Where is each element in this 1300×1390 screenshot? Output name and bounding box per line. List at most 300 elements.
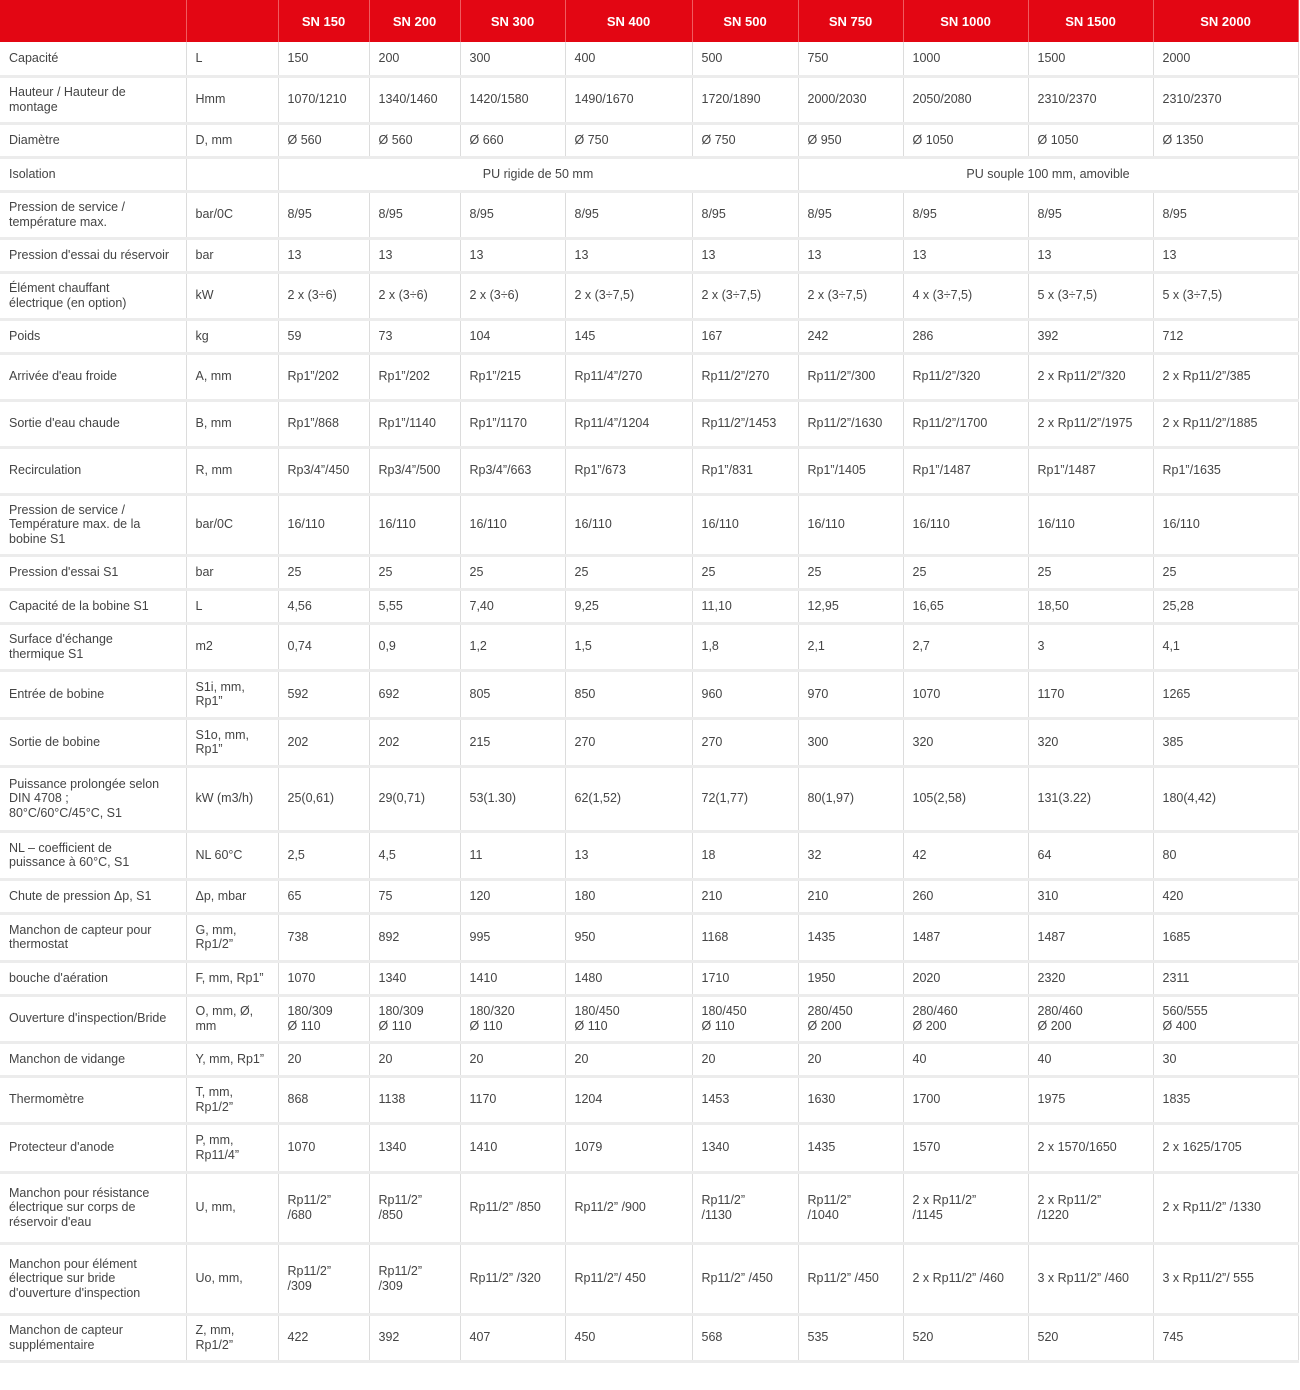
value-cell: Rp11/2”/1630	[798, 400, 903, 447]
header-cell: SN 300	[460, 0, 565, 42]
header-cell: SN 400	[565, 0, 692, 42]
value-cell: 2 x (3÷7,5)	[692, 272, 798, 319]
value-cell: 80(1,97)	[798, 766, 903, 831]
table-row	[0, 961, 1298, 995]
row-label: Protecteur d'anode	[0, 1123, 186, 1172]
value-cell: 1835	[1153, 1076, 1298, 1123]
value-cell: Rp1”/673	[565, 447, 692, 494]
value-cell: Rp11/4”/270	[565, 353, 692, 400]
row-unit: L	[186, 589, 278, 623]
value-cell: 120	[460, 879, 565, 913]
row-label: Pression de service / Température max. de la bobine S1	[0, 494, 186, 555]
row-unit: A, mm	[186, 353, 278, 400]
value-cell: 2 x Rp11/2”/1885	[1153, 400, 1298, 447]
value-cell: 2 x (3÷6)	[369, 272, 460, 319]
table-row	[0, 718, 1298, 766]
value-cell: Rp11/2”/300	[798, 353, 903, 400]
value-cell: 3	[1028, 623, 1153, 670]
value-cell: Ø 750	[565, 123, 692, 157]
row-label: Pression de service / température max.	[0, 191, 186, 238]
value-cell: 25,28	[1153, 589, 1298, 623]
row-label: Ouverture d'inspection/Bride	[0, 995, 186, 1042]
value-cell: Ø 560	[369, 123, 460, 157]
table-row	[0, 1243, 1298, 1314]
value-cell: 1950	[798, 961, 903, 995]
row-unit: G, mm, Rp1/2”	[186, 913, 278, 961]
value-cell: 13	[278, 238, 369, 272]
value-cell: Rp11/2”/320	[903, 353, 1028, 400]
value-cell: 5 x (3÷7,5)	[1153, 272, 1298, 319]
value-cell: 2050/2080	[903, 76, 1028, 123]
value-cell: 2 x Rp11/2”/385	[1153, 353, 1298, 400]
value-cell: 1070	[903, 670, 1028, 718]
row-label: Sortie d'eau chaude	[0, 400, 186, 447]
value-cell: 11	[460, 831, 565, 879]
value-cell: Rp11/2” /850	[460, 1172, 565, 1243]
value-cell: 400	[565, 42, 692, 76]
value-cell: 150	[278, 42, 369, 76]
row-unit	[186, 157, 278, 191]
value-cell: 2000	[1153, 42, 1298, 76]
value-cell: 392	[1028, 319, 1153, 353]
value-cell: 18	[692, 831, 798, 879]
row-unit: bar/0C	[186, 191, 278, 238]
row-label: Arrivée d'eau froide	[0, 353, 186, 400]
value-cell: 1487	[903, 913, 1028, 961]
row-label: Chute de pression Δp, S1	[0, 879, 186, 913]
row-label: NL – coefficient de puissance à 60°C, S1	[0, 831, 186, 879]
value-cell: 270	[692, 718, 798, 766]
value-cell: 2,7	[903, 623, 1028, 670]
value-cell: 5 x (3÷7,5)	[1028, 272, 1153, 319]
row-label: Recirculation	[0, 447, 186, 494]
table-row	[0, 42, 1298, 76]
value-cell: 2 x 1625/1705	[1153, 1123, 1298, 1172]
row-label: Sortie de bobine	[0, 718, 186, 766]
row-unit: Hmm	[186, 76, 278, 123]
value-cell: 16/110	[460, 494, 565, 555]
value-cell: Rp11/2”/1700	[903, 400, 1028, 447]
value-cell: 450	[565, 1314, 692, 1361]
value-cell: 242	[798, 319, 903, 353]
row-label: Surface d'échange thermique S1	[0, 623, 186, 670]
value-cell: 202	[278, 718, 369, 766]
table-row	[0, 1042, 1298, 1076]
row-label: Manchon pour résistance électrique sur corps de réservoir d'eau	[0, 1172, 186, 1243]
value-cell: 286	[903, 319, 1028, 353]
value-cell: 1410	[460, 961, 565, 995]
value-cell: Rp11/2” /680	[278, 1172, 369, 1243]
value-cell: 29(0,71)	[369, 766, 460, 831]
row-label: Pression d'essai S1	[0, 555, 186, 589]
value-cell: Rp11/2” /450	[692, 1243, 798, 1314]
row-unit: bar/0C	[186, 494, 278, 555]
value-cell: 1,5	[565, 623, 692, 670]
value-cell: 3 x Rp11/2”/ 555	[1153, 1243, 1298, 1314]
value-cell: 1720/1890	[692, 76, 798, 123]
row-unit: D, mm	[186, 123, 278, 157]
value-cell: 64	[1028, 831, 1153, 879]
row-unit: m2	[186, 623, 278, 670]
value-cell: 805	[460, 670, 565, 718]
value-cell: Rp3/4”/450	[278, 447, 369, 494]
value-cell: 2000/2030	[798, 76, 903, 123]
value-cell: 2,5	[278, 831, 369, 879]
header-cell: SN 500	[692, 0, 798, 42]
header-row	[0, 0, 1298, 42]
value-cell: 1079	[565, 1123, 692, 1172]
value-cell: 25	[798, 555, 903, 589]
header-cell: SN 200	[369, 0, 460, 42]
row-label: Hauteur / Hauteur de montage	[0, 76, 186, 123]
value-cell: 1070/1210	[278, 76, 369, 123]
value-cell: 210	[798, 879, 903, 913]
row-unit: bar	[186, 238, 278, 272]
value-cell: 4,56	[278, 589, 369, 623]
value-cell: 16,65	[903, 589, 1028, 623]
value-cell: 13	[565, 238, 692, 272]
value-cell: 1170	[1028, 670, 1153, 718]
value-cell: 25	[460, 555, 565, 589]
value-cell: Rp11/4”/1204	[565, 400, 692, 447]
row-unit: Y, mm, Rp1”	[186, 1042, 278, 1076]
value-cell: 9,25	[565, 589, 692, 623]
value-cell: 73	[369, 319, 460, 353]
value-cell: 2311	[1153, 961, 1298, 995]
value-cell: 1340	[692, 1123, 798, 1172]
value-cell: 2 x Rp11/2” /460	[903, 1243, 1028, 1314]
value-cell: 500	[692, 42, 798, 76]
value-cell: 8/95	[460, 191, 565, 238]
value-cell: 25	[1028, 555, 1153, 589]
table-row	[0, 400, 1298, 447]
table-row	[0, 995, 1298, 1042]
value-cell: Rp1”/1405	[798, 447, 903, 494]
value-cell: 16/110	[692, 494, 798, 555]
value-cell: 280/460 Ø 200	[1028, 995, 1153, 1042]
header-cell: SN 2000	[1153, 0, 1298, 42]
value-cell: 260	[903, 879, 1028, 913]
value-cell: Rp11/2”/270	[692, 353, 798, 400]
header-cell	[186, 0, 278, 42]
value-cell: 2 x Rp11/2” /1220	[1028, 1172, 1153, 1243]
value-cell: 535	[798, 1314, 903, 1361]
value-cell: 0,74	[278, 623, 369, 670]
value-cell: 4,5	[369, 831, 460, 879]
value-cell: 1070	[278, 961, 369, 995]
value-cell: 3 x Rp11/2” /460	[1028, 1243, 1153, 1314]
value-cell: 13	[565, 831, 692, 879]
value-cell: 5,55	[369, 589, 460, 623]
table-row	[0, 1076, 1298, 1123]
row-label: Puissance prolongée selon DIN 4708 ; 80°C/60°C/45°C, S1	[0, 766, 186, 831]
table-row	[0, 1314, 1298, 1361]
value-cell: Ø 1050	[903, 123, 1028, 157]
value-cell: 20	[460, 1042, 565, 1076]
table-row	[0, 447, 1298, 494]
value-cell: Rp1”/868	[278, 400, 369, 447]
row-unit: Uo, mm,	[186, 1243, 278, 1314]
value-cell: 1453	[692, 1076, 798, 1123]
value-cell: 59	[278, 319, 369, 353]
row-label: Manchon de capteur pour thermostat	[0, 913, 186, 961]
merged-cell: PU souple 100 mm, amovible	[798, 157, 1298, 191]
value-cell: 8/95	[278, 191, 369, 238]
row-unit: S1o, mm, Rp1”	[186, 718, 278, 766]
value-cell: Rp11/2” /309	[369, 1243, 460, 1314]
value-cell: 13	[1028, 238, 1153, 272]
table-row	[0, 238, 1298, 272]
value-cell: 180(4,42)	[1153, 766, 1298, 831]
value-cell: 2 x (3÷7,5)	[565, 272, 692, 319]
row-label: Capacité de la bobine S1	[0, 589, 186, 623]
value-cell: Rp11/2” /900	[565, 1172, 692, 1243]
value-cell: Rp11/2” /309	[278, 1243, 369, 1314]
value-cell: 8/95	[369, 191, 460, 238]
value-cell: 1700	[903, 1076, 1028, 1123]
value-cell: 8/95	[1028, 191, 1153, 238]
value-cell: 75	[369, 879, 460, 913]
value-cell: Rp1”/202	[278, 353, 369, 400]
value-cell: 18,50	[1028, 589, 1153, 623]
value-cell: Rp11/2”/ 450	[565, 1243, 692, 1314]
value-cell: Ø 560	[278, 123, 369, 157]
value-cell: 1975	[1028, 1076, 1153, 1123]
value-cell: 1420/1580	[460, 76, 565, 123]
value-cell: 180/309 Ø 110	[369, 995, 460, 1042]
value-cell: 13	[903, 238, 1028, 272]
value-cell: 13	[1153, 238, 1298, 272]
row-label: Manchon de capteur supplémentaire	[0, 1314, 186, 1361]
value-cell: Rp1”/215	[460, 353, 565, 400]
row-unit: kW (m3/h)	[186, 766, 278, 831]
value-cell: Ø 950	[798, 123, 903, 157]
value-cell: 2 x Rp11/2”/1975	[1028, 400, 1153, 447]
value-cell: 105(2,58)	[903, 766, 1028, 831]
value-cell: Rp1”/1487	[1028, 447, 1153, 494]
value-cell: 80	[1153, 831, 1298, 879]
value-cell: 65	[278, 879, 369, 913]
value-cell: Ø 750	[692, 123, 798, 157]
value-cell: 210	[692, 879, 798, 913]
value-cell: 280/460 Ø 200	[903, 995, 1028, 1042]
value-cell: 40	[903, 1042, 1028, 1076]
value-cell: 16/110	[369, 494, 460, 555]
value-cell: 11,10	[692, 589, 798, 623]
value-cell: 20	[798, 1042, 903, 1076]
value-cell: Rp11/2” /850	[369, 1172, 460, 1243]
value-cell: Rp11/2” /450	[798, 1243, 903, 1314]
value-cell: 1487	[1028, 913, 1153, 961]
value-cell: 1170	[460, 1076, 565, 1123]
table-row	[0, 353, 1298, 400]
value-cell: 1070	[278, 1123, 369, 1172]
value-cell: 13	[692, 238, 798, 272]
value-cell: 12,95	[798, 589, 903, 623]
row-unit: L	[186, 42, 278, 76]
value-cell: 520	[1028, 1314, 1153, 1361]
header-cell: SN 1500	[1028, 0, 1153, 42]
value-cell: 2020	[903, 961, 1028, 995]
header-cell	[0, 0, 186, 42]
value-cell: 2320	[1028, 961, 1153, 995]
value-cell: 180/450 Ø 110	[565, 995, 692, 1042]
value-cell: 2 x Rp11/2” /1330	[1153, 1172, 1298, 1243]
value-cell: 32	[798, 831, 903, 879]
value-cell: 180/309 Ø 110	[278, 995, 369, 1042]
value-cell: 20	[565, 1042, 692, 1076]
value-cell: Ø 660	[460, 123, 565, 157]
row-label: Manchon de vidange	[0, 1042, 186, 1076]
table-row	[0, 123, 1298, 157]
value-cell: Ø 1350	[1153, 123, 1298, 157]
value-cell: 0,9	[369, 623, 460, 670]
row-label: Thermomètre	[0, 1076, 186, 1123]
table-row	[0, 623, 1298, 670]
value-cell: 16/110	[1153, 494, 1298, 555]
value-cell: 13	[798, 238, 903, 272]
value-cell: Rp11/2”/1453	[692, 400, 798, 447]
value-cell: 2 x Rp11/2”/320	[1028, 353, 1153, 400]
value-cell: 520	[903, 1314, 1028, 1361]
value-cell: 2 x (3÷6)	[460, 272, 565, 319]
value-cell: 1410	[460, 1123, 565, 1172]
value-cell: Rp11/2” /1130	[692, 1172, 798, 1243]
value-cell: 1435	[798, 1123, 903, 1172]
value-cell: 320	[903, 718, 1028, 766]
value-cell: 2,1	[798, 623, 903, 670]
value-cell: 20	[692, 1042, 798, 1076]
row-label: bouche d'aération	[0, 961, 186, 995]
value-cell: Rp11/2” /320	[460, 1243, 565, 1314]
value-cell: 13	[369, 238, 460, 272]
value-cell: 950	[565, 913, 692, 961]
row-label: Pression d'essai du réservoir	[0, 238, 186, 272]
value-cell: 25(0,61)	[278, 766, 369, 831]
value-cell: 16/110	[798, 494, 903, 555]
value-cell: 270	[565, 718, 692, 766]
value-cell: 320	[1028, 718, 1153, 766]
value-cell: Rp1”/202	[369, 353, 460, 400]
merged-cell: PU rigide de 50 mm	[278, 157, 798, 191]
table-row	[0, 76, 1298, 123]
value-cell: Rp1”/1170	[460, 400, 565, 447]
value-cell: 310	[1028, 879, 1153, 913]
value-cell: 8/95	[1153, 191, 1298, 238]
value-cell: 1500	[1028, 42, 1153, 76]
value-cell: 40	[1028, 1042, 1153, 1076]
value-cell: Ø 1050	[1028, 123, 1153, 157]
header-cell: SN 1000	[903, 0, 1028, 42]
value-cell: 1,2	[460, 623, 565, 670]
value-cell: 392	[369, 1314, 460, 1361]
value-cell: Rp3/4”/500	[369, 447, 460, 494]
row-unit: P, mm, Rp11/4”	[186, 1123, 278, 1172]
value-cell: 568	[692, 1314, 798, 1361]
value-cell: 2 x (3÷7,5)	[798, 272, 903, 319]
value-cell: 407	[460, 1314, 565, 1361]
row-label: Diamètre	[0, 123, 186, 157]
table-row	[0, 913, 1298, 961]
value-cell: 1710	[692, 961, 798, 995]
value-cell: 13	[460, 238, 565, 272]
row-label: Poids	[0, 319, 186, 353]
row-unit: O, mm, Ø, mm	[186, 995, 278, 1042]
table-row	[0, 319, 1298, 353]
value-cell: 1168	[692, 913, 798, 961]
table-body	[0, 42, 1298, 1361]
value-cell: 25	[692, 555, 798, 589]
header-cell: SN 150	[278, 0, 369, 42]
table-row	[0, 1123, 1298, 1172]
table-row	[0, 670, 1298, 718]
value-cell: 1,8	[692, 623, 798, 670]
value-cell: 692	[369, 670, 460, 718]
table-row	[0, 555, 1298, 589]
value-cell: 25	[903, 555, 1028, 589]
value-cell: 1685	[1153, 913, 1298, 961]
value-cell: 20	[369, 1042, 460, 1076]
value-cell: 1000	[903, 42, 1028, 76]
value-cell: 8/95	[798, 191, 903, 238]
value-cell: 104	[460, 319, 565, 353]
value-cell: 385	[1153, 718, 1298, 766]
value-cell: Rp1”/1140	[369, 400, 460, 447]
value-cell: 868	[278, 1076, 369, 1123]
row-label: Manchon pour élément électrique sur bride d'ouverture d'inspection	[0, 1243, 186, 1314]
value-cell: 72(1,77)	[692, 766, 798, 831]
table-row	[0, 494, 1298, 555]
value-cell: 30	[1153, 1042, 1298, 1076]
row-unit: kg	[186, 319, 278, 353]
value-cell: 202	[369, 718, 460, 766]
value-cell: 1490/1670	[565, 76, 692, 123]
value-cell: 25	[1153, 555, 1298, 589]
header-cell: SN 750	[798, 0, 903, 42]
value-cell: 16/110	[903, 494, 1028, 555]
value-cell: 850	[565, 670, 692, 718]
value-cell: 1435	[798, 913, 903, 961]
row-label: Élément chauffant électrique (en option)	[0, 272, 186, 319]
table-row	[0, 157, 1298, 191]
value-cell: 20	[278, 1042, 369, 1076]
value-cell: 4,1	[1153, 623, 1298, 670]
row-label: Capacité	[0, 42, 186, 76]
table-row	[0, 589, 1298, 623]
value-cell: 592	[278, 670, 369, 718]
value-cell: 1340	[369, 961, 460, 995]
value-cell: 1480	[565, 961, 692, 995]
value-cell: 1204	[565, 1076, 692, 1123]
row-label: Entrée de bobine	[0, 670, 186, 718]
row-unit: kW	[186, 272, 278, 319]
value-cell: Rp11/2” /1040	[798, 1172, 903, 1243]
value-cell: 1138	[369, 1076, 460, 1123]
value-cell: 750	[798, 42, 903, 76]
value-cell: 25	[565, 555, 692, 589]
value-cell: 420	[1153, 879, 1298, 913]
value-cell: 2 x Rp11/2” /1145	[903, 1172, 1028, 1243]
value-cell: 300	[460, 42, 565, 76]
value-cell: 2310/2370	[1028, 76, 1153, 123]
row-unit: bar	[186, 555, 278, 589]
value-cell: 25	[278, 555, 369, 589]
row-unit: Z, mm, Rp1/2”	[186, 1314, 278, 1361]
table-row	[0, 272, 1298, 319]
table-row	[0, 1172, 1298, 1243]
value-cell: 8/95	[565, 191, 692, 238]
row-unit: U, mm,	[186, 1172, 278, 1243]
